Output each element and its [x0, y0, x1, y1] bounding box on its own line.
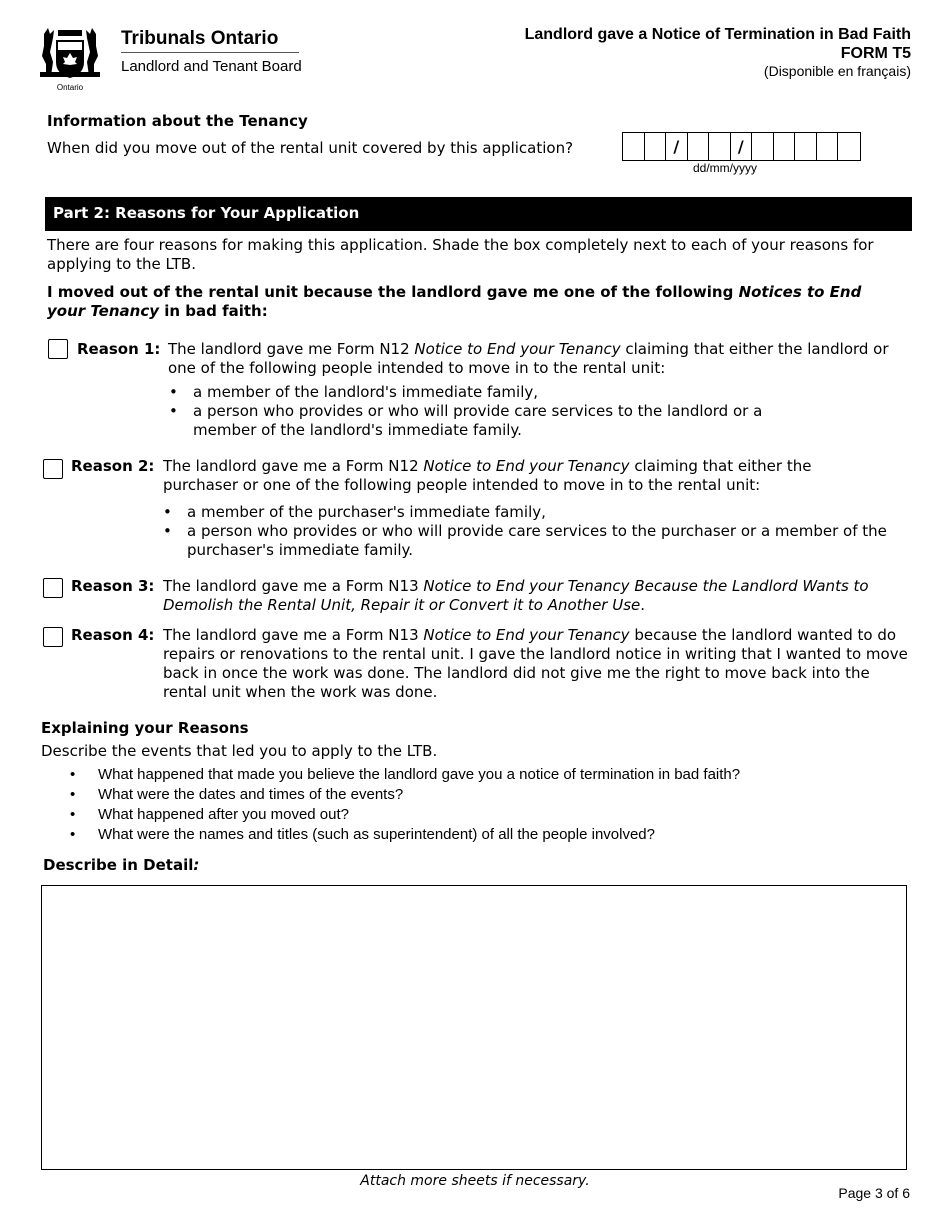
reason-2-label: Reason 2: [71, 457, 155, 475]
part-2-section-bar [45, 197, 912, 231]
reason-4-text-end: because the landlord wanted to do repairs or renovations to the rental unit. I gave the landlord notice in writing that I wanted to move back in once the work was done. The landlord did not give me the right to move back into the rental unit when the work was done. [163, 626, 908, 701]
describe-detail-colon: : [193, 856, 200, 874]
reason-2-text [163, 457, 863, 495]
reason-4-checkbox[interactable] [43, 627, 63, 647]
date-cell-m1[interactable] [688, 133, 710, 160]
explain-heading: Explaining your Reasons [41, 719, 249, 737]
list-item: • a member of the purchaser's immediate family, [163, 503, 898, 522]
reason-2-text-start: The landlord gave me a Form N12 [163, 457, 424, 475]
reason-4-text [163, 626, 908, 702]
org-divider [121, 52, 299, 53]
list-item: • What happened after you moved out? [70, 805, 740, 825]
org-subtitle: Landlord and Tenant Board [121, 58, 302, 75]
reason-3-text [163, 577, 908, 615]
reason-4-text-start: The landlord gave me a Form N13 [163, 626, 424, 644]
reason-1-text-start: The landlord gave me Form N12 [168, 340, 415, 358]
form-number: FORM T5 [840, 45, 911, 62]
tenancy-heading: Information about the Tenancy [47, 112, 308, 130]
describe-detail-label [43, 856, 199, 874]
french-availability-note: (Disponible en français) [763, 63, 911, 79]
org-name: Tribunals Ontario [121, 28, 279, 49]
logo-caption: Ontario [56, 83, 84, 92]
reason-4-label: Reason 4: [71, 626, 155, 644]
reason-1-text-end: claiming that either the landlord or one of the following people intended to move in to the rental unit: [168, 340, 889, 377]
date-cell-d2[interactable] [645, 133, 667, 160]
explain-intro: Describe the events that led you to apply to the LTB. [41, 742, 438, 760]
part-2-intro: There are four reasons for making this application. Shade the box completely next to each of your reasons for applying to the LTB. [47, 236, 874, 273]
reason-2-text-italic: Notice to End your Tenancy [423, 457, 630, 475]
reasons-lead-italic: Notices to End your Tenancy [47, 283, 862, 320]
reason-2-bullets [163, 503, 898, 560]
form-title: Landlord gave a Notice of Termination in Bad Faith [524, 26, 911, 43]
list-item: • What happened that made you believe the landlord gave you a notice of termination in bad faith? [70, 765, 740, 785]
date-separator: / [666, 133, 688, 160]
date-cell-y1[interactable] [752, 133, 774, 160]
part-2-title: Part 2: Reasons for Your Application [53, 204, 360, 222]
date-separator: / [731, 133, 753, 160]
date-cell-y4[interactable] [817, 133, 839, 160]
list-item: • a member of the landlord's immediate family, [169, 383, 809, 402]
reason-1-label: Reason 1: [77, 340, 161, 358]
reason-1-bullets [169, 383, 809, 440]
reason-3-checkbox[interactable] [43, 578, 63, 598]
reason-3-label: Reason 3: [71, 577, 155, 595]
reason-4-text-italic: Notice to End your Tenancy [423, 626, 630, 644]
reasons-lead-start: I moved out of the rental unit because the landlord gave me one of the following [47, 283, 739, 301]
reason-2-checkbox[interactable] [43, 459, 63, 479]
reason-1-text-italic: Notice to End your Tenancy [414, 340, 621, 358]
date-cell-y2[interactable] [774, 133, 796, 160]
move-out-question: When did you move out of the rental unit covered by this application? [47, 139, 574, 157]
reason-1-text [168, 340, 903, 378]
date-cell-m2[interactable] [709, 133, 731, 160]
reason-3-text-italic: Notice to End your Tenancy Because the Landlord Wants to Demolish the Rental Unit, Repair it or Convert it to Another Use [163, 577, 869, 614]
date-format-hint: dd/mm/yyyy [693, 161, 758, 175]
guiding-questions [70, 765, 740, 845]
reasons-lead-end: in bad faith: [159, 302, 268, 320]
list-item: • What were the names and titles (such as superintendent) of all the people involved? [70, 825, 740, 845]
reasons-lead [47, 283, 897, 321]
attach-sheets-note: Attach more sheets if necessary. [360, 1173, 590, 1189]
page-number: Page 3 of 6 [838, 1185, 910, 1201]
list-item: • a person who provides or who will provide care services to the purchaser or a member of the purchaser's immediate family. [163, 522, 898, 560]
reason-1-checkbox[interactable] [48, 339, 68, 359]
describe-detail-textarea[interactable] [41, 885, 907, 1170]
list-item: • What were the dates and times of the events? [70, 785, 740, 805]
reason-3-text-end: . [640, 596, 646, 614]
describe-detail-label-text: Describe in Detail [43, 856, 194, 874]
date-cell-y3[interactable] [795, 133, 817, 160]
ontario-coat-of-arms-logo [36, 26, 104, 92]
date-cell-d1[interactable] [623, 133, 645, 160]
reason-3-text-start: The landlord gave me a Form N13 [163, 577, 424, 595]
date-cell-extra[interactable] [838, 133, 860, 160]
reason-2-text-end: claiming that either the purchaser or one of the following people intended to move in to the rental unit: [163, 457, 812, 494]
list-item: • a person who provides or who will provide care services to the landlord or a member of the landlord's immediate family. [169, 402, 809, 440]
move-out-date-field[interactable] [622, 132, 861, 161]
